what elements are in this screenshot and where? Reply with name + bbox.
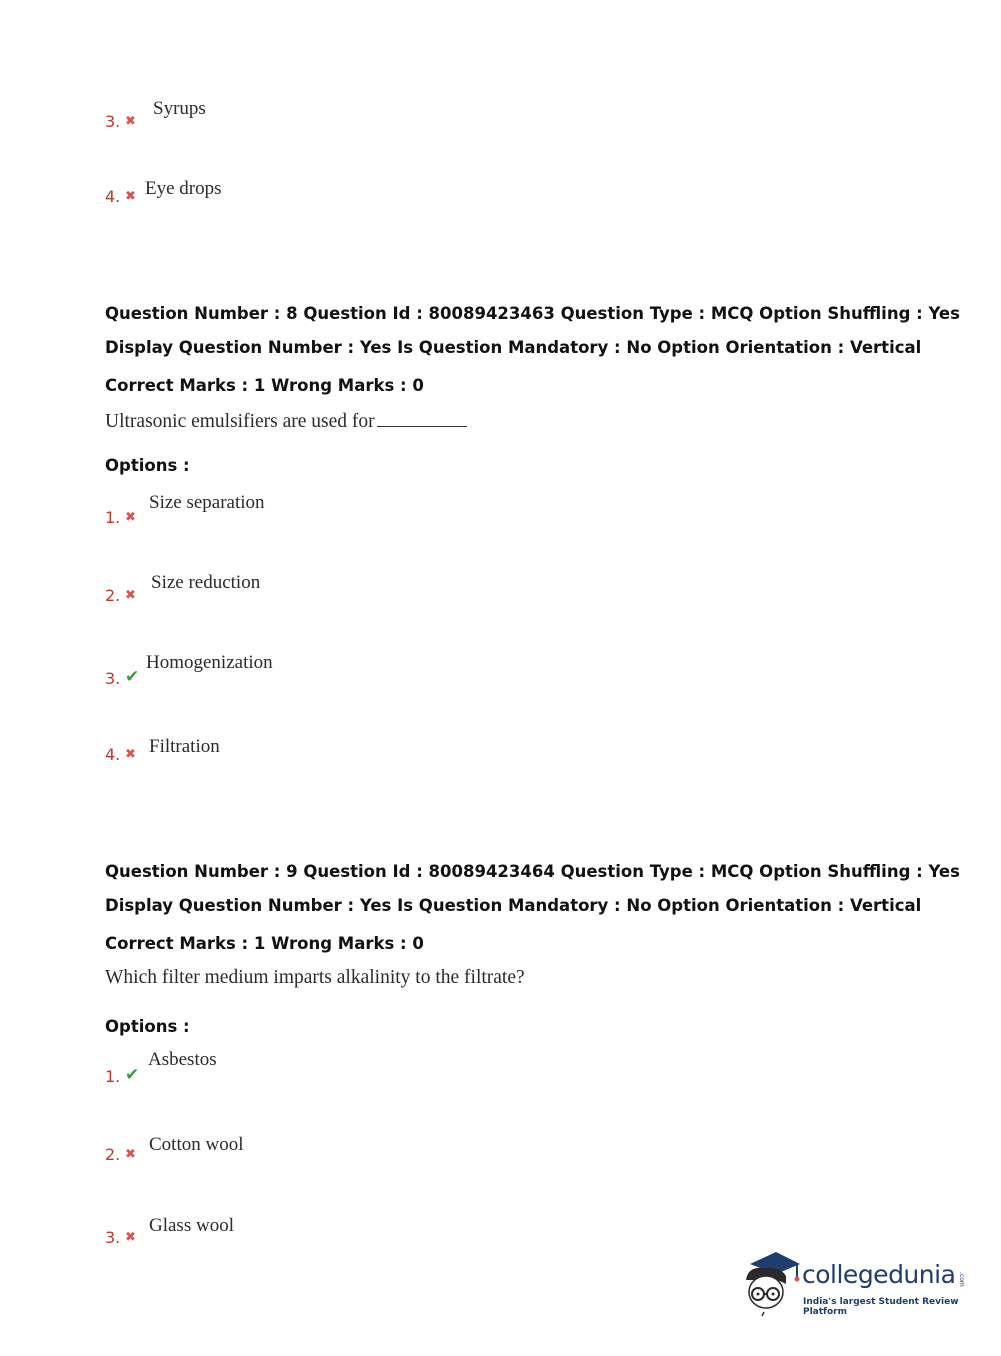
question-9-marks: Correct Marks : 1 Wrong Marks : 0 — [105, 934, 424, 953]
question-9-options-label: Options : — [105, 1017, 190, 1036]
option-number: 1. — [105, 1067, 121, 1086]
cross-icon: ✖ — [125, 1230, 136, 1245]
logo-suffix: .com — [958, 1272, 965, 1287]
cross-icon: ✖ — [125, 510, 136, 525]
logo-brand-text: collegedunia — [802, 1260, 956, 1289]
option-text: Asbestos — [148, 1049, 217, 1070]
question-8-text — [105, 411, 467, 433]
option-text: Size separation — [149, 492, 265, 513]
question-8-marks: Correct Marks : 1 Wrong Marks : 0 — [105, 376, 424, 395]
cross-icon: ✖ — [125, 114, 136, 129]
question-9-meta-line2: Display Question Number : Yes Is Question Mandatory : No Option Orientation : Vertical — [105, 896, 922, 915]
check-icon: ✔ — [125, 667, 140, 687]
question-8-options-label: Options : — [105, 456, 190, 475]
option-number: 2. — [105, 1145, 121, 1164]
option-text: Filtration — [149, 736, 220, 757]
cross-icon: ✖ — [125, 189, 136, 204]
option-number: 4. — [105, 187, 121, 206]
option-number: 3. — [105, 669, 121, 688]
question-8-meta-line1: Question Number : 8 Question Id : 80089423463 Question Type : MCQ Option Shuffling : Yes — [105, 304, 960, 323]
option-text: Size reduction — [151, 572, 261, 593]
option-text: Glass wool — [149, 1215, 234, 1236]
option-number: 2. — [105, 586, 121, 605]
option-text: Homogenization — [146, 652, 273, 673]
option-number: 4. — [105, 745, 121, 764]
mascot-icon — [742, 1250, 802, 1320]
option-number: 1. — [105, 508, 121, 527]
option-text: Cotton wool — [149, 1134, 244, 1155]
cross-icon: ✖ — [125, 588, 136, 603]
check-icon: ✔ — [125, 1065, 140, 1085]
cross-icon: ✖ — [125, 1147, 136, 1162]
option-number: 3. — [105, 112, 121, 131]
answer-blank — [377, 426, 467, 427]
option-number: 3. — [105, 1228, 121, 1247]
logo-tagline: India's largest Student Review Platform — [803, 1297, 959, 1317]
collegedunia-logo — [742, 1250, 972, 1320]
question-9-meta-line1: Question Number : 9 Question Id : 80089423464 Question Type : MCQ Option Shuffling : Yes — [105, 862, 960, 881]
cross-icon: ✖ — [125, 747, 136, 762]
option-text: Eye drops — [145, 178, 222, 199]
question-text: Ultrasonic emulsifiers are used for — [105, 411, 375, 432]
question-9-text: Which filter medium imparts alkalinity to the filtrate? — [105, 967, 525, 988]
question-8-meta-line2: Display Question Number : Yes Is Question Mandatory : No Option Orientation : Vertical — [105, 338, 922, 357]
option-text: Syrups — [153, 98, 206, 119]
